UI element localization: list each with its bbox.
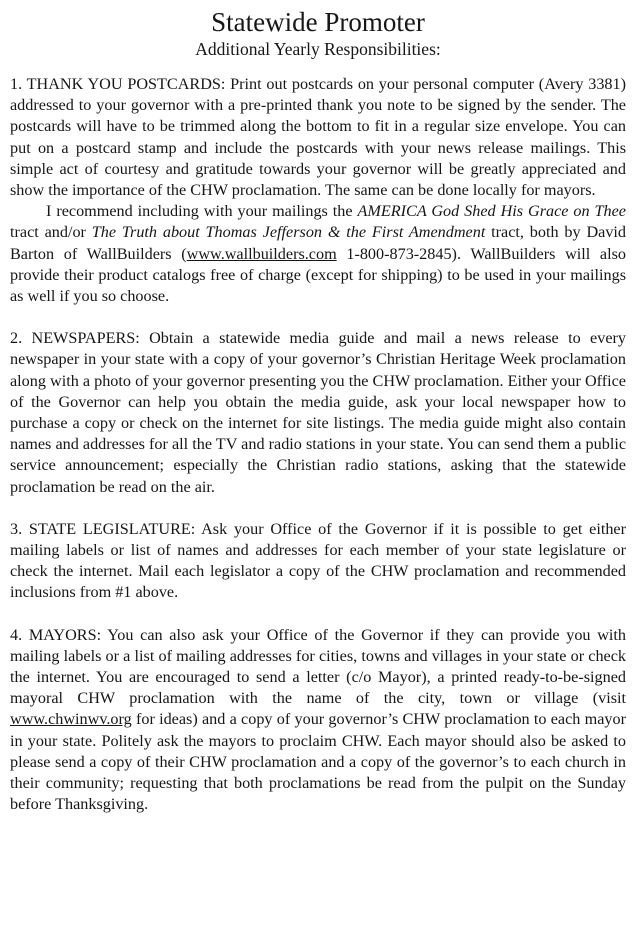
mayors-text-a: 4. MAYORS: You can also ask your Office of the Governor if they can provide you with mailing labels or a list of mailing addresses for cities, towns and villages in your state or check the internet. You are encouraged to send a letter (c/o Mayor), a printed ready-to-be-signed mayoral CHW proclamation with the name of the city, town or village (visit xyxy=(10,625,626,708)
chwinwv-link[interactable]: www.chwinwv.org xyxy=(10,710,132,729)
section-thank-you-postcards: 1. THANK YOU POSTCARDS: Print out postcards on your personal computer (Avery 3381) addressed to your governor with a pre-printed thank you note to be signed by the sender. The postcards will have to be trimmed along the bottom to fit in a regular size envelope. You can put on a postcard stamp and include the postcards with your news release mailings. This simple act of courtesy and gratitude towards your governor will be greatly appreciated and show the importance of the CHW proclamation. The same can be done locally for mayors. xyxy=(10,75,626,200)
recommendation-text-c: tract, both by David Barton of WallBuilders ( xyxy=(10,223,627,263)
tract-title-jefferson: The Truth about Thomas Jefferson & the First Amendment xyxy=(91,223,486,242)
section-mayors xyxy=(10,625,626,816)
section-spacer xyxy=(10,307,626,328)
page-title: Statewide Promoter xyxy=(211,7,425,37)
section-spacer xyxy=(10,498,626,519)
section-spacer xyxy=(10,604,626,625)
recommendation-text-b: tract and/or xyxy=(10,223,92,242)
section-thank-you-recommendation xyxy=(10,201,626,307)
recommendation-text-d: 1-800-873-2845). WallBuilders will also provide their product catalogs free of charge (except for shipping) to be used in your mailings as well if you so choose. xyxy=(10,244,626,306)
section-newspapers: 2. NEWSPAPERS: Obtain a statewide media guide and mail a news release to every newspaper in your state with a copy of your governor’s Christian Heritage Week proclamation along with a photo of your governor presenting you the CHW proclamation. Either your Office of the Governor can help you obtain the media guide, ask your local newspaper how to purchase a copy or check on the internet for site listings. The media guide might also contain names and addresses for all the TV and radio stations in your state. You can send them a public service announcement; especially the Christian radio stations, asking that the statewide proclamation be read on the air. xyxy=(10,329,626,496)
mayors-text-b: for ideas) and a copy of your governor’s CHW proclamation to each mayor in your state. Politely ask the mayors to proclaim CHW. Each mayor should also be asked to please send a copy of their CHW proclamation and a copy of the governor’s to each church in their community; requesting that both proclamations be read from the pulpit on the Sunday before Thanksgiving. xyxy=(10,710,626,814)
page-subtitle: Additional Yearly Responsibilities: xyxy=(195,39,441,59)
recommendation-text-a: I recommend including with your mailings the xyxy=(46,202,358,221)
document-page xyxy=(10,6,626,816)
section-state-legislature: 3. STATE LEGISLATURE: Ask your Office of the Governor if it is possible to get either mailing labels or list of names and addresses for each member of your state legislature or check the internet. Mail each legislator a copy of the CHW proclamation and recommended inclusions from #1 above. xyxy=(10,519,626,602)
tract-title-america: AMERICA God Shed His Grace on Thee xyxy=(357,202,626,221)
wallbuilders-link[interactable]: www.wallbuilders.com xyxy=(186,244,337,263)
